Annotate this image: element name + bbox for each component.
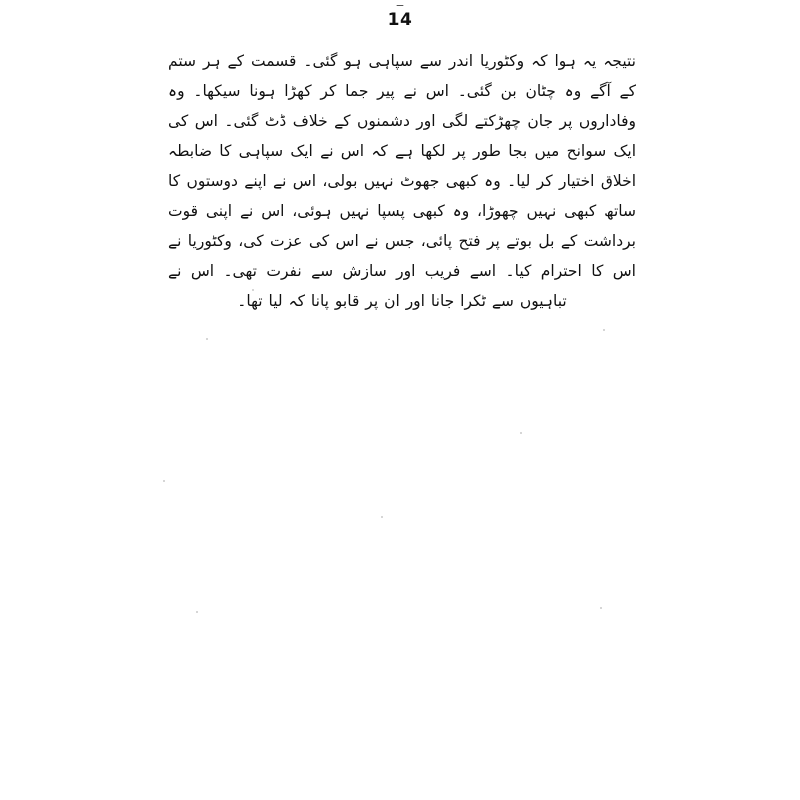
page-number: 14 (387, 10, 413, 30)
scan-speck (600, 607, 602, 609)
top-binding-mark: ــ (396, 0, 404, 9)
scan-speck (206, 338, 208, 340)
scan-speck (196, 611, 198, 613)
scan-speck (381, 516, 383, 518)
body-text-block (168, 46, 636, 316)
paragraph: نتیجہ یہ ہوا کہ وکٹوریا اندر سے سپاہی ہو گئی۔ قسمت کے ہر ستم کے آگے وہ چٹان بن گئی۔ اس نے پیر جما کر کھڑا ہونا سیکھا۔ وہ وفاداروں پر جان چھڑکتے لگی اور دشمنوں کے خلاف ڈٹ گئی۔ اس کی ایک سوانح میں بجا طور پر لکھا ہے کہ اس نے ایک سپاہی کا ضابطہ اخلاق اختیار کر لیا۔ وہ کبھی جھوٹ نہیں بولی، اس نے اپنے دوستوں کا ساتھ کبھی نہیں چھوڑا، وہ کبھی پسپا نہیں ہوئی، اس نے اپنی قوت برداشت کے بل بوتے پر فتح پائی، جس نے اس کی عزت کی، وکٹوریا نے اس کا احترام کیا۔ اسے فریب اور سازش سے نفرت تھی۔ اس نے تباہیوں سے ٹکرا جانا اور ان پر قابو پانا کہ لیا تھا۔ (168, 52, 636, 310)
scan-speck (603, 329, 605, 331)
scan-speck (252, 289, 254, 291)
scan-speck (520, 432, 522, 434)
scan-speck (163, 480, 165, 482)
